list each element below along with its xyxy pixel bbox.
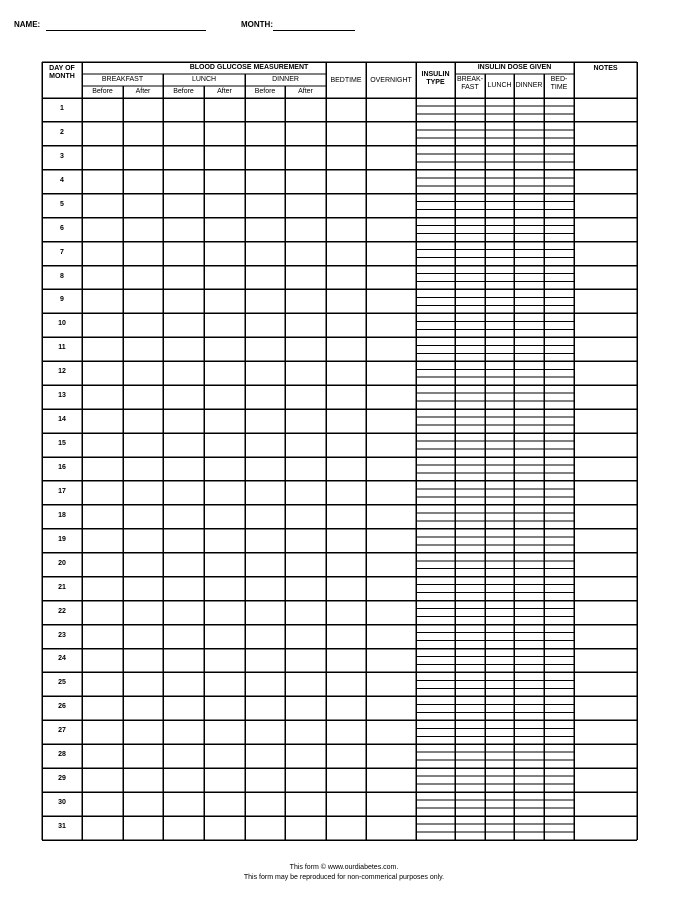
dose-lunch-header: LUNCH — [487, 82, 512, 89]
day-number: 31 — [58, 823, 66, 831]
day-number: 6 — [60, 224, 64, 232]
day-number: 26 — [58, 703, 66, 711]
lunch-header: LUNCH — [191, 76, 217, 83]
breakfast-after-header: After — [135, 88, 151, 95]
day-number: 2 — [60, 128, 64, 136]
dose-breakfast-header: BREAK- FAST — [456, 76, 484, 91]
dose-bedtime-header: BED- TIME — [550, 76, 568, 91]
reproduction-notice: This form may be reproduced for non-commerical purposes only. — [243, 874, 445, 881]
breakfast-before-header: Before — [92, 88, 113, 95]
breakfast-header: BREAKFAST — [101, 76, 144, 83]
day-number: 11 — [58, 344, 66, 352]
day-number: 27 — [58, 727, 66, 735]
dinner-header: DINNER — [272, 76, 299, 83]
day-number: 4 — [60, 176, 64, 184]
insulin-type-header: INSULIN TYPE — [421, 71, 450, 86]
day-number: 5 — [60, 200, 64, 208]
day-number: 13 — [58, 392, 66, 400]
insulin-dose-header: INSULIN DOSE GIVEN — [477, 64, 552, 71]
day-number: 30 — [58, 799, 66, 807]
form-footer — [0, 863, 688, 883]
day-number: 9 — [60, 296, 64, 304]
day-number: 28 — [58, 751, 66, 759]
overnight-header: OVERNIGHT — [370, 77, 412, 84]
day-number: 14 — [58, 416, 66, 424]
dinner-after-header: After — [298, 88, 313, 95]
day-number: 17 — [58, 487, 66, 495]
notes-header: NOTES — [593, 65, 618, 72]
bedtime-header: BEDTIME — [330, 77, 362, 84]
day-number: 23 — [58, 631, 66, 639]
day-number: 20 — [58, 559, 66, 567]
copyright-line: This form © www.ourdiabetes.com. — [289, 864, 399, 871]
day-number: 29 — [58, 775, 66, 783]
day-number: 21 — [58, 583, 66, 591]
day-number: 3 — [60, 152, 64, 160]
lunch-after-header: After — [217, 88, 232, 95]
day-number: 16 — [58, 464, 66, 471]
month-label: MONTH: — [241, 20, 273, 29]
lunch-before-header: Before — [173, 88, 194, 95]
name-label: NAME: — [14, 20, 41, 29]
dose-dinner-header: DINNER — [515, 82, 543, 89]
day-number: 19 — [58, 535, 66, 543]
blood-glucose-header: BLOOD GLUCOSE MEASUREMENT — [189, 64, 309, 71]
day-number: 24 — [58, 655, 66, 663]
day-number: 15 — [58, 440, 66, 448]
day-number: 8 — [60, 272, 64, 280]
day-number: 25 — [58, 679, 66, 687]
day-number: 1 — [60, 104, 64, 112]
day-number: 7 — [60, 248, 64, 256]
dinner-before-header: Before — [254, 88, 276, 95]
day-number: 10 — [58, 320, 66, 328]
day-of-month-header: DAY OF MONTH — [49, 65, 75, 80]
day-number: 18 — [58, 511, 66, 519]
day-number: 12 — [58, 368, 66, 376]
day-number: 22 — [58, 607, 66, 615]
